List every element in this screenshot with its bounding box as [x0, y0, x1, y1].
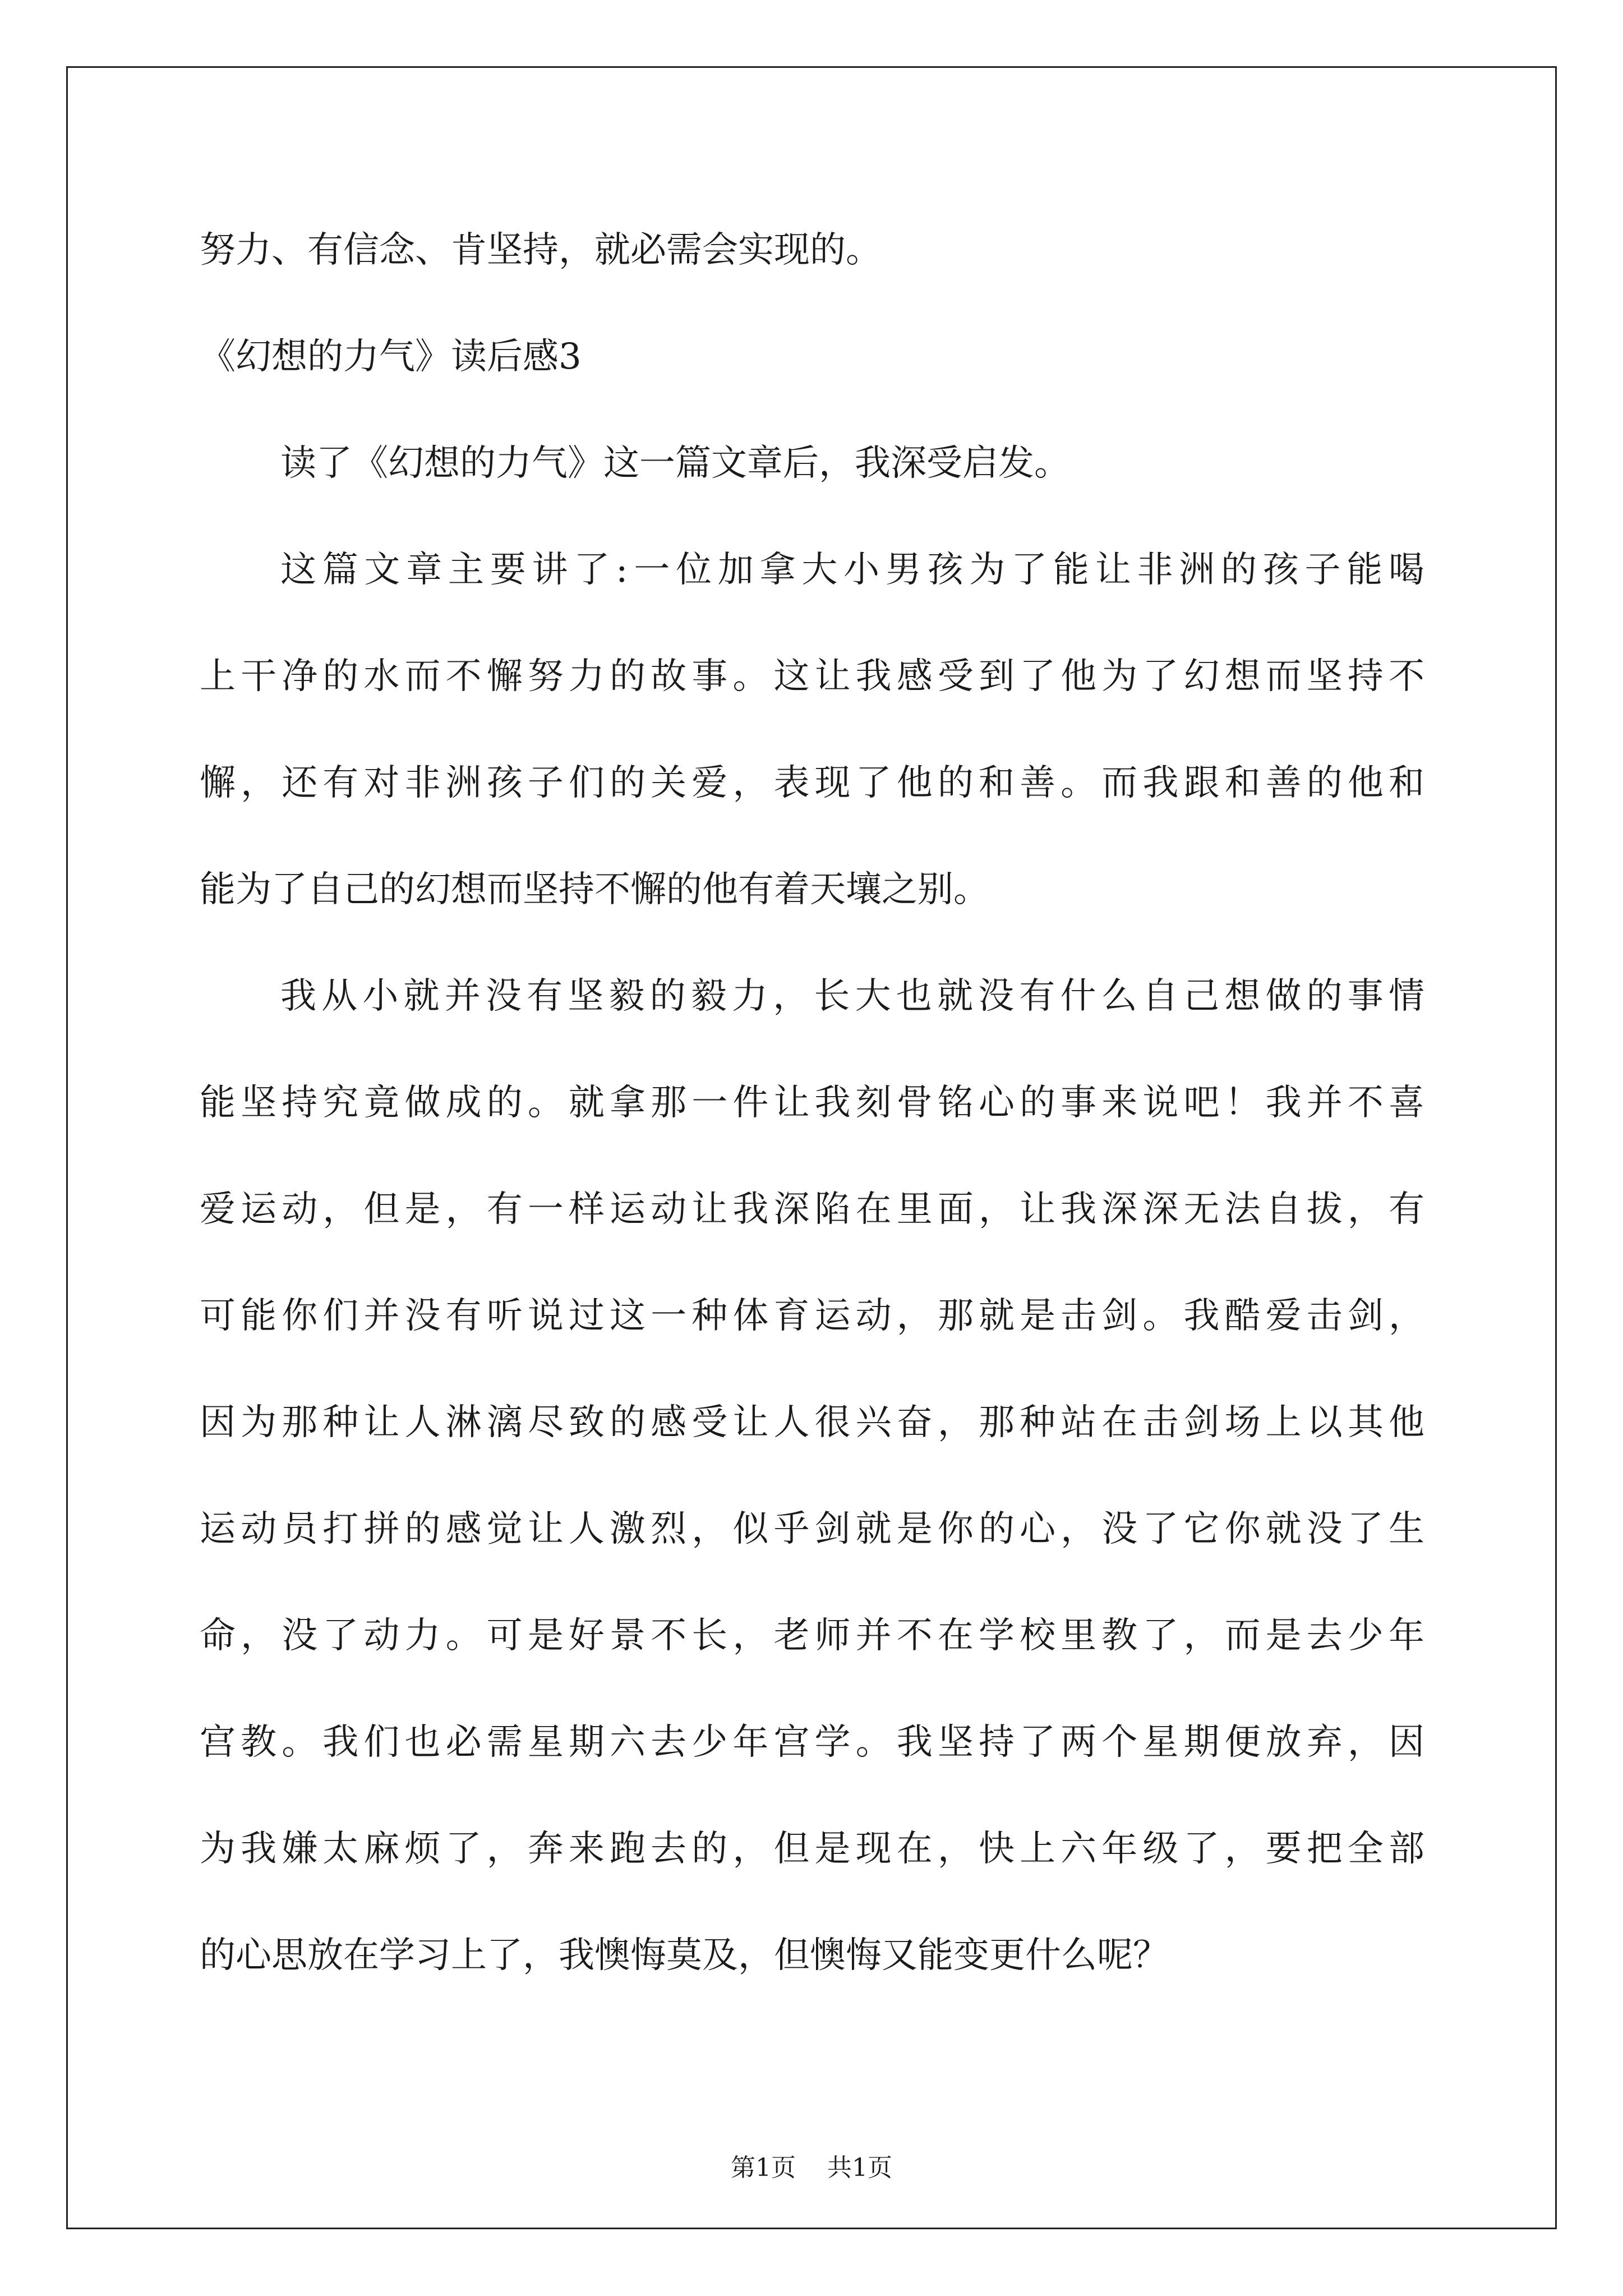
text-line-7: 能为了自己的幻想而坚持不懈的他有着天壤之别。 — [200, 869, 989, 910]
page-number: 第1页 — [731, 2154, 796, 2182]
text-line-14: 命，没了动力。可是好景不长，老师并不在学校里教了，而是去少年 — [200, 1615, 1424, 1657]
text-line-16: 为我嫌太麻烦了，奔来跑去的，但是现在，快上六年级了，要把全部 — [200, 1828, 1424, 1870]
page-border — [66, 66, 1557, 2229]
text-line-12: 因为那种让人淋漓尽致的感受让人很兴奋，那种站在击剑场上以其他 — [200, 1402, 1424, 1443]
text-line-5: 上干净的水而不懈努力的故事。这让我感受到了他为了幻想而坚持不 — [200, 656, 1424, 697]
text-line-9: 能坚持究竟做成的。就拿那一件让我刻骨铭心的事来说吧！我并不喜 — [200, 1082, 1424, 1124]
text-line-4: 这篇文章主要讲了:一位加拿大小男孩为了能让非洲的孩子能喝 — [280, 549, 1424, 591]
section-heading: 《幻想的力气》读后感3 — [200, 336, 582, 378]
text-line-6: 懈，还有对非洲孩子们的关爱，表现了他的和善。而我跟和善的他和 — [200, 762, 1424, 804]
page-total: 共1页 — [827, 2154, 892, 2182]
text-line-13: 运动员打拼的感觉让人激烈，似乎剑就是你的心，没了它你就没了生 — [200, 1508, 1424, 1550]
text-line-17: 的心思放在学习上了，我懊悔莫及，但懊悔又能变更什么呢？ — [200, 1935, 1169, 1976]
text-line-10: 爱运动，但是，有一样运动让我深陷在里面，让我深深无法自拔，有 — [200, 1189, 1424, 1230]
text-line-11: 可能你们并没有听说过这一种体育运动，那就是击剑。我酷爱击剑， — [200, 1295, 1424, 1337]
page-footer — [0, 2151, 1623, 2185]
text-line-15: 宫教。我们也必需星期六去少年宫学。我坚持了两个星期便放弃，因 — [200, 1722, 1424, 1763]
text-line-3: 读了《幻想的力气》这一篇文章后，我深受启发。 — [280, 443, 1070, 484]
text-line-8: 我从小就并没有坚毅的毅力，长大也就没有什么自己想做的事情 — [280, 976, 1424, 1017]
text-line-1: 努力、有信念、肯坚持，就必需会实现的。 — [200, 229, 882, 271]
